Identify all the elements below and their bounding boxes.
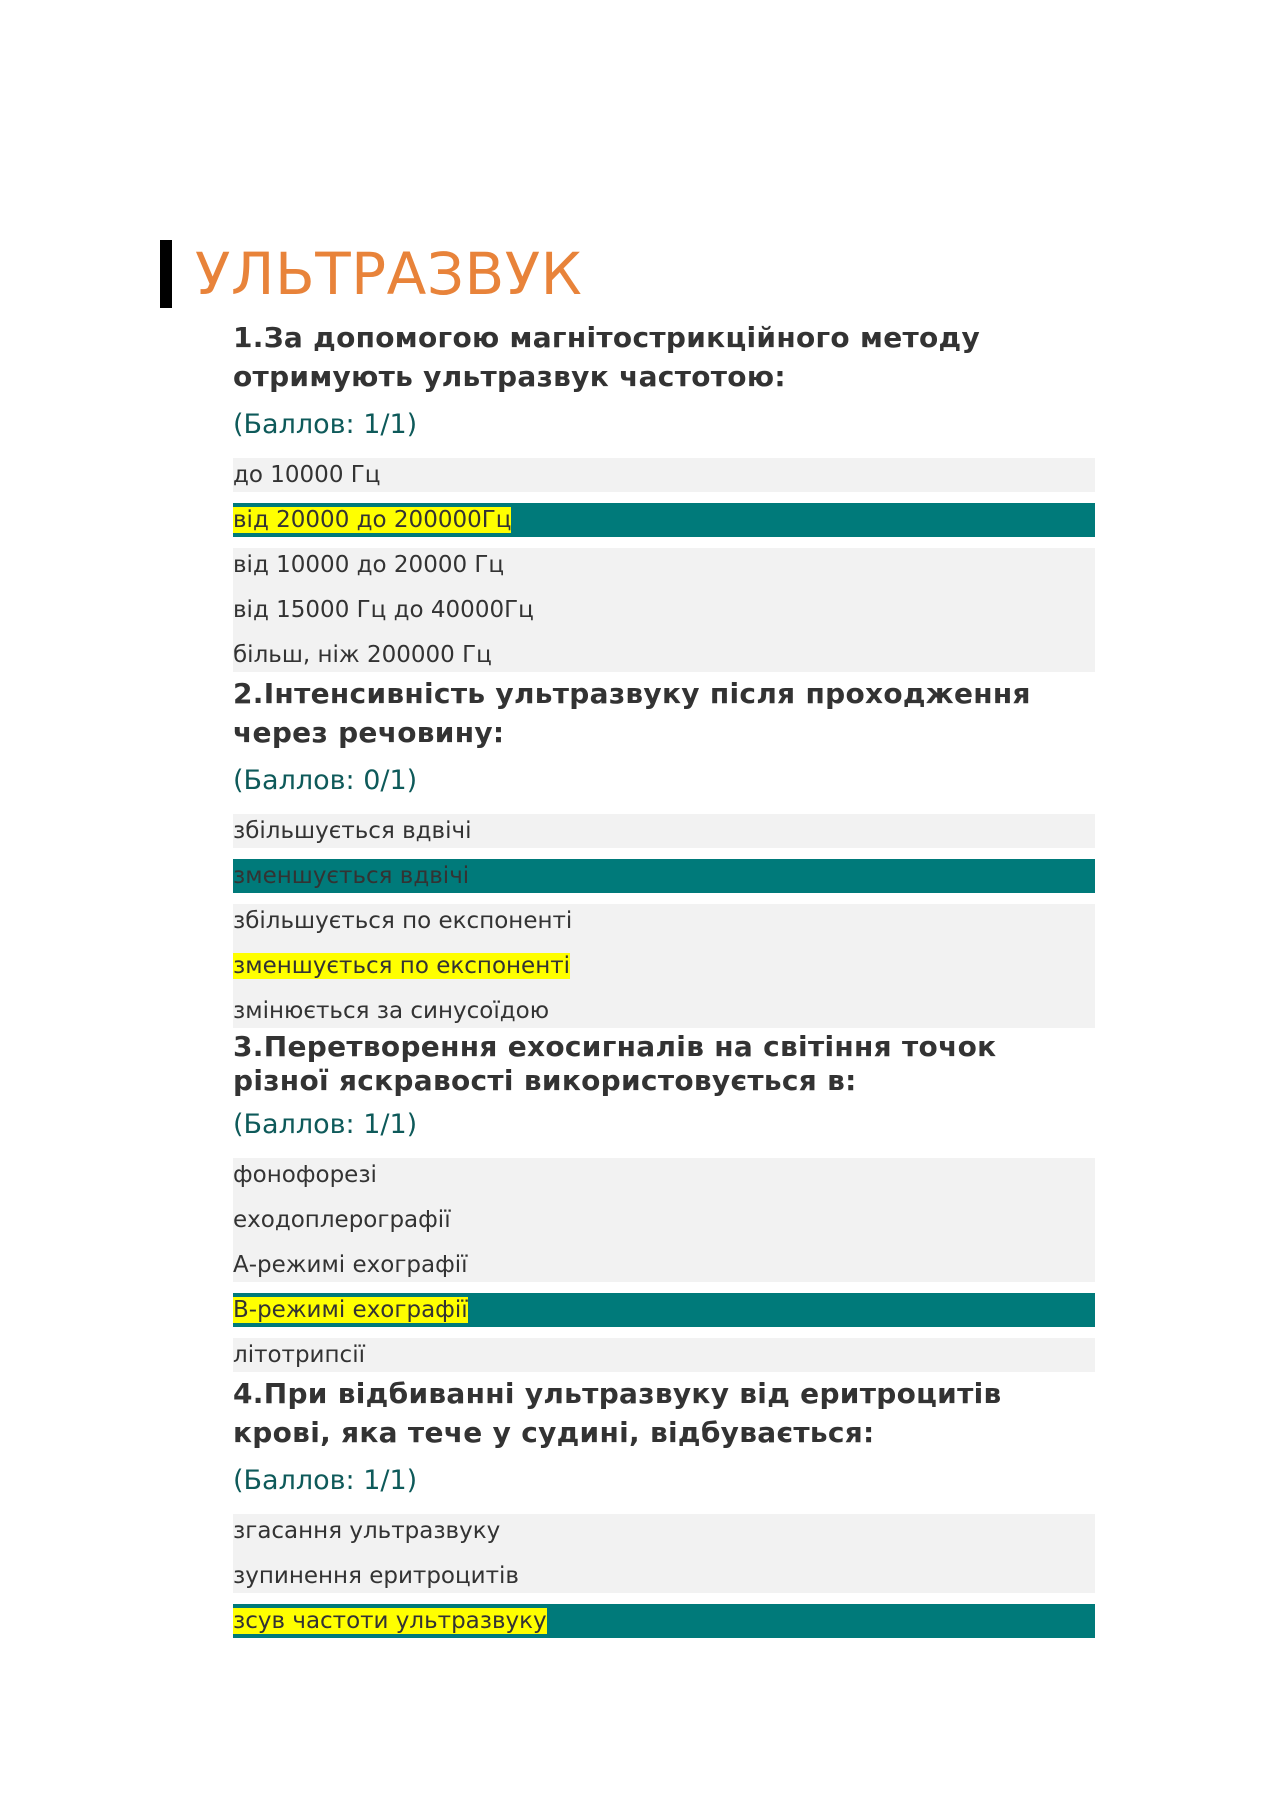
answer-option-label: зсув частоти ультразвуку: [233, 1608, 547, 1634]
question-score: (Баллов: 1/1): [233, 409, 418, 440]
answer-options: [233, 814, 1095, 1028]
answer-option-label: від 10000 до 20000 Гц: [233, 552, 505, 578]
answer-option-label: зменшується по експоненті: [233, 953, 571, 979]
answer-option[interactable]: [233, 548, 1095, 582]
answer-option-label: збільшується по експоненті: [233, 908, 573, 934]
answer-option-label: зменшується вдвічі: [233, 863, 470, 889]
answer-options: [233, 458, 1095, 672]
answer-options: [233, 1514, 1095, 1638]
answer-option[interactable]: [233, 1158, 1095, 1192]
question-3: [233, 1030, 1095, 1372]
question-1: [233, 318, 1095, 672]
answer-option[interactable]: [233, 859, 1095, 893]
answer-option[interactable]: [233, 627, 1095, 672]
answer-option-label: літотрипсії: [233, 1342, 365, 1368]
answer-option-label: фонофорезі: [233, 1162, 377, 1188]
question-score: (Баллов: 1/1): [233, 1109, 418, 1140]
answer-option-label: В-режимі ехографії: [233, 1297, 468, 1323]
question-score: (Баллов: 0/1): [233, 765, 418, 796]
answer-option-label: еходоплерографії: [233, 1207, 451, 1233]
quiz: [233, 318, 1095, 1640]
title-accent-bar: [160, 240, 172, 308]
question-text: 1.За допомогою магнітострикційного методу отримують ультразвук частотою:: [233, 321, 981, 393]
answer-option[interactable]: [233, 503, 1095, 537]
answer-option-label: згасання ультразвуку: [233, 1518, 501, 1544]
answer-option[interactable]: [233, 983, 1095, 1028]
question-4: [233, 1374, 1095, 1638]
answer-option[interactable]: [233, 938, 1095, 983]
answer-option-label: більш, ніж 200000 Гц: [233, 642, 492, 668]
answer-option[interactable]: [233, 582, 1095, 627]
question-score: (Баллов: 1/1): [233, 1465, 418, 1496]
answer-option-label: зупинення еритроцитів: [233, 1563, 519, 1589]
answer-option[interactable]: [233, 1237, 1095, 1282]
answer-option[interactable]: [233, 1604, 1095, 1638]
question-2: [233, 674, 1095, 1028]
answer-option[interactable]: [233, 1338, 1095, 1372]
answer-option[interactable]: [233, 1192, 1095, 1237]
answer-option-label: до 10000 Гц: [233, 462, 381, 488]
answer-option-label: збільшується вдвічі: [233, 818, 472, 844]
page-title: УЛЬТРАЗВУК: [195, 240, 583, 308]
answer-option[interactable]: [233, 1514, 1095, 1548]
answer-option-label: від 20000 до 200000Гц: [233, 507, 512, 533]
answer-option-label: А-режимі ехографії: [233, 1252, 468, 1278]
answer-options: [233, 1158, 1095, 1372]
answer-option[interactable]: [233, 814, 1095, 848]
answer-option[interactable]: [233, 904, 1095, 938]
question-text: 2.Інтенсивність ультразвуку після проходження через речовину:: [233, 677, 1031, 749]
answer-option[interactable]: [233, 1293, 1095, 1327]
answer-option-label: змінюється за синусоїдою: [233, 998, 550, 1024]
answer-option[interactable]: [233, 458, 1095, 492]
question-text: 3.Перетворення ехосигналів на світіння точок різної яскравості використовується в:: [233, 1030, 997, 1097]
answer-option-label: від 15000 Гц до 40000Гц: [233, 597, 534, 623]
answer-option[interactable]: [233, 1548, 1095, 1593]
question-text: 4.При відбиванні ультразвуку від еритроцитів крові, яка тече у судині, відбувається:: [233, 1377, 1002, 1449]
